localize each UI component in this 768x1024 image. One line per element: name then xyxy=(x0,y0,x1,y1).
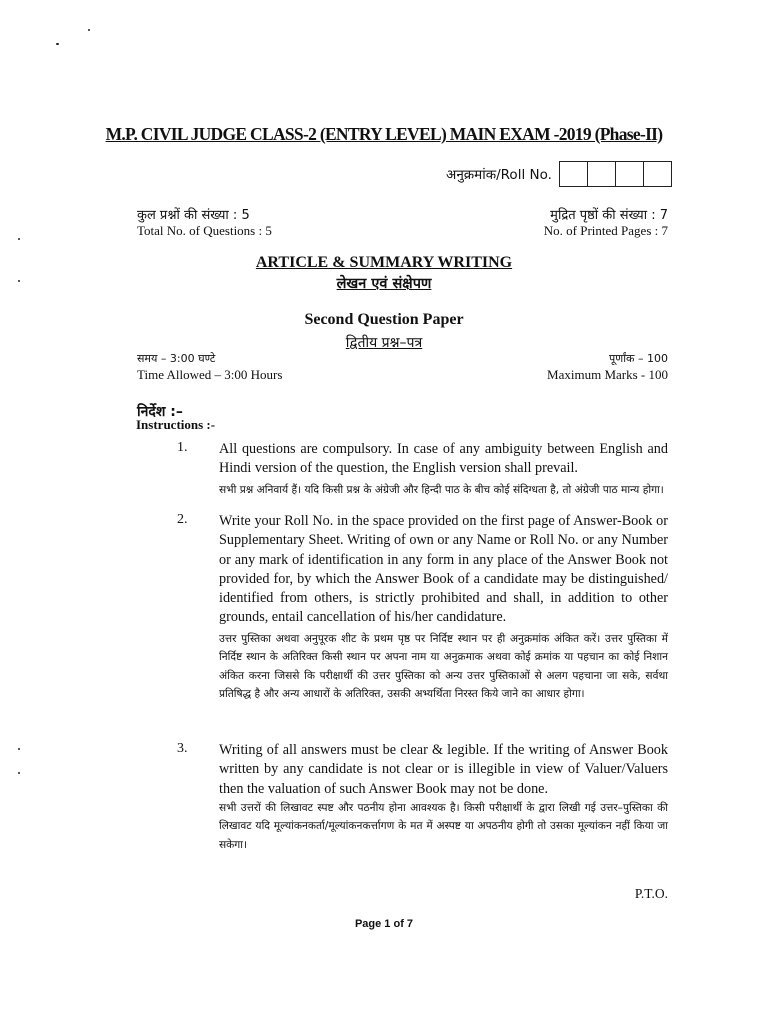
paper-title-hindi: द्वितीय प्रश्न–पत्र xyxy=(345,335,423,351)
question-count xyxy=(137,208,272,238)
time-allowed xyxy=(137,351,282,383)
roll-box xyxy=(616,162,644,186)
page-count-english: No. of Printed Pages : 7 xyxy=(543,223,668,238)
time-allowed-hindi: समय – 3:00 घण्टे xyxy=(137,352,216,365)
page-count-hindi: मुद्रित पृष्ठों की संख्या : 7 xyxy=(550,208,668,223)
maximum-marks xyxy=(547,351,668,383)
time-allowed-english: Time Allowed – 3:00 Hours xyxy=(137,367,283,382)
page-number: Page 1 of 7 xyxy=(354,918,414,930)
pto-note: P.T.O. xyxy=(634,886,668,901)
roll-box xyxy=(560,162,588,186)
roll-number-field xyxy=(446,161,672,187)
instruction-text: All questions are compulsory. In case of any ambiguity between English and Hindi version of the question, the English version shall prevail. xyxy=(219,441,668,477)
instruction-text-hindi: उत्तर पुस्तिका अथवा अनुपूरक शीट के प्रथम पृष्ठ पर निर्दिष्ट स्थान पर ही अनुक्रमांक अंकित करें। उत्तर पुस्तिका में निर्दिष्ट स्थान के अतिरिक्त किसी स्थान पर अपना नाम या अनुक्रमाक अथवा कोई क्रमांक या पहचान का कोई निशान अंकित करना जिससे कि परीक्षार्थी की उत्तर पुस्तिका को अन्य उत्तर पुस्तिकाओं से अलग पहचाना जा सके, सर्वथा प्रतिषिद्ध है और अन्य आधारों के अतिरिक्त, उसकी अभ्यर्थिता निरस्त किये जाने का आधार होगा। xyxy=(219,632,668,701)
exam-title: M.P. CIVIL JUDGE CLASS-2 (ENTRY LEVEL) MAIN EXAM -2019 (Phase-II) xyxy=(105,124,663,144)
roll-box xyxy=(588,162,616,186)
question-count-english: Total No. of Questions : 5 xyxy=(137,223,272,238)
instruction-text: Writing of all answers must be clear & legible. If the writing of Answer Book written by any candidate is not clear or is illegible in view of Valuer/Valuers then the valuation of such Answer Book may not be done. xyxy=(219,742,668,797)
maximum-marks-hindi: पूर्णांक – 100 xyxy=(609,352,668,365)
scan-speck xyxy=(18,772,20,774)
instructions-heading-hindi: निर्देश :– xyxy=(137,404,183,420)
roll-number-boxes xyxy=(559,161,672,187)
instruction-number: 1. xyxy=(177,440,188,455)
section-title-hindi: लेखन एवं संक्षेपण xyxy=(336,276,432,292)
scan-speck xyxy=(88,29,90,31)
roll-box xyxy=(644,162,671,186)
page-count xyxy=(544,208,668,238)
instruction-item xyxy=(137,512,668,704)
paper-title: Second Question Paper xyxy=(304,311,464,328)
roll-number-label: अनुक्रमांक/Roll No. xyxy=(446,167,552,183)
instruction-text: Write your Roll No. in the space provided on the first page of Answer-Book or Supplementary Sheet. Writing of own or any Name or Roll No. or any Number or any mark of identification in any form in any place of the Answer Book not provided for, by which the Answer Book of a candidate may be distinguished/ identified from others, is strictly prohibited and shall, in addition to other grounds, entail cancellation of his/her candidature. xyxy=(219,513,668,626)
instruction-text-hindi: सभी उत्तरों की लिखावट स्पष्ट और पठनीय होना आवश्यक है। किसी परीक्षार्थी के द्वारा लिखी गई उत्तर–पुस्तिका की लिखावट यदि मूल्यांकनकर्ता/मूल्यांकनकर्त्तागण के मत में अस्पष्ट या अपठनीय होगी तो उसका मूल्यांकन नहीं किया जा सकेगा। xyxy=(219,801,668,851)
question-count-hindi: कुल प्रश्नों की संख्या : 5 xyxy=(137,208,250,223)
instruction-item xyxy=(137,741,668,854)
instruction-number: 2. xyxy=(177,512,188,527)
scan-speck xyxy=(18,238,20,240)
section-title: ARTICLE & SUMMARY WRITING xyxy=(255,254,513,271)
instruction-number: 3. xyxy=(177,741,188,756)
scan-speck xyxy=(56,43,59,45)
instruction-item xyxy=(137,440,668,499)
maximum-marks-english: Maximum Marks - 100 xyxy=(547,367,668,382)
instruction-text-hindi: सभी प्रश्न अनिवार्य हैं। यदि किसी प्रश्न के अंग्रेजी और हिन्दी पाठ के बीच कोई संदिग्धता है, तो अंग्रेजी पाठ मान्य होगा। xyxy=(219,483,664,496)
scan-speck xyxy=(18,748,20,750)
instructions-heading: Instructions :- xyxy=(136,417,216,432)
